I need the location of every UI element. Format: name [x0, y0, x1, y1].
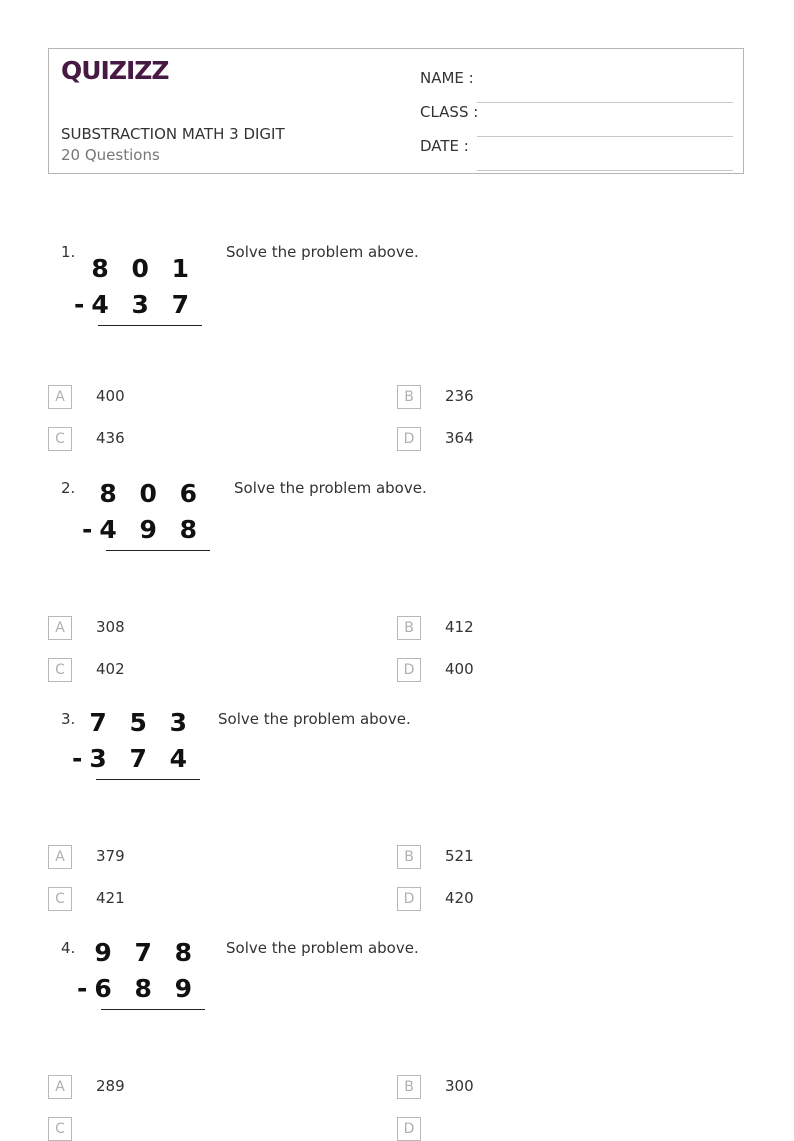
option-letter: C: [48, 658, 72, 682]
question-count: 20 Questions: [61, 146, 160, 164]
option-value: 364: [445, 429, 474, 447]
question-number: 2.: [61, 479, 76, 497]
option-value: 289: [96, 1077, 125, 1095]
subtraction-problem: [72, 708, 200, 781]
problem-rule: [101, 1009, 205, 1010]
option-value: 300: [445, 1077, 474, 1095]
option-value: 379: [96, 847, 125, 865]
option-value: 400: [445, 660, 474, 678]
option-letter: B: [397, 616, 421, 640]
option-letter: C: [48, 887, 72, 911]
option-value: 436: [96, 429, 125, 447]
name-field[interactable]: [420, 69, 733, 95]
option-letter: A: [48, 845, 72, 869]
minuend: 8 0 1: [91, 254, 196, 283]
option-letter: D: [397, 658, 421, 682]
subtrahend: -6 8 9: [77, 974, 199, 1003]
minuend: 8 0 6: [99, 479, 204, 508]
option-value: 400: [96, 387, 125, 405]
option-letter: A: [48, 616, 72, 640]
option-letter: C: [48, 427, 72, 451]
option-value: 521: [445, 847, 474, 865]
subtrahend: -3 7 4: [72, 744, 194, 773]
date-label: DATE :: [420, 137, 469, 155]
subtraction-problem: [74, 254, 202, 327]
question-text: Solve the problem above.: [226, 939, 419, 957]
date-field[interactable]: [420, 137, 733, 163]
minuend: 9 7 8: [94, 938, 199, 967]
option-letter: C: [48, 1117, 72, 1141]
option-value: 402: [96, 660, 125, 678]
subtrahend: -4 3 7: [74, 290, 196, 319]
option-value: 236: [445, 387, 474, 405]
minuend: 7 5 3: [89, 708, 194, 737]
option-letter: A: [48, 385, 72, 409]
option-letter: D: [397, 427, 421, 451]
class-label: CLASS :: [420, 103, 479, 121]
option-letter: B: [397, 845, 421, 869]
problem-rule: [106, 550, 210, 551]
quizizz-logo: QUIZIZZ: [61, 56, 169, 85]
subtrahend: -4 9 8: [82, 515, 204, 544]
class-field[interactable]: [420, 103, 733, 129]
option-letter: A: [48, 1075, 72, 1099]
subtraction-problem: [82, 479, 210, 552]
name-label: NAME :: [420, 69, 474, 87]
subtraction-problem: [77, 938, 205, 1011]
question-number: 3.: [61, 710, 76, 728]
option-letter: B: [397, 1075, 421, 1099]
date-line: [477, 170, 733, 171]
question-text: Solve the problem above.: [218, 710, 411, 728]
option-letter: D: [397, 1117, 421, 1141]
problem-rule: [96, 779, 200, 780]
worksheet-title: SUBSTRACTION MATH 3 DIGIT: [61, 125, 285, 143]
option-letter: D: [397, 887, 421, 911]
problem-rule: [98, 325, 202, 326]
question-text: Solve the problem above.: [226, 243, 419, 261]
question-number: 4.: [61, 939, 76, 957]
option-value: 412: [445, 618, 474, 636]
worksheet-header: [48, 48, 744, 174]
option-value: 308: [96, 618, 125, 636]
option-value: 421: [96, 889, 125, 907]
question-text: Solve the problem above.: [234, 479, 427, 497]
option-value: 420: [445, 889, 474, 907]
question-number: 1.: [61, 243, 76, 261]
option-letter: B: [397, 385, 421, 409]
